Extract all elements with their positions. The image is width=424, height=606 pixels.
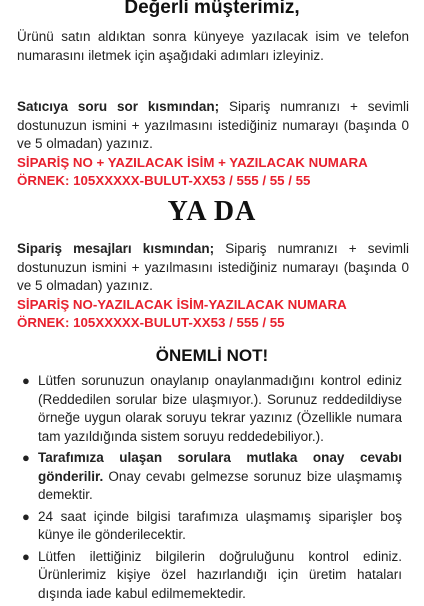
option2-format: SİPARİŞ NO-YAZILACAK İSİM-YAZILACAK NUMARA (17, 296, 347, 312)
intro-paragraph: Ürünü satın aldıktan sonra künyeye yazılacak isim ve telefon numarasını iletmek için aşağıdaki adımları izleyiniz. (17, 29, 409, 63)
note-text: Lütfen sorunuzun onaylanıp onaylanmadığını kontrol ediniz (Reddedilen sorular bize ulaşmıyor.). Sorunuz reddedildiyse örneğe uygun olarak soruyu tekrar yazınız (Özellikle numara tam yazıldığında sistem soruyu reddedebiliyor.). (38, 373, 402, 444)
bullet-icon: ● (22, 373, 30, 388)
note-text: Onay cevabı gelmezse sorunuz bize ulaşmamış demektir. (38, 468, 402, 502)
option2-example: ÖRNEK: 105XXXXX-BULUT-XX53 / 555 / 55 (17, 315, 285, 330)
option2-lead: Sipariş mesajları kısmından; (17, 241, 215, 256)
important-notes-list (22, 372, 402, 606)
note-text: Lütfen ilettiğiniz bilgilerin doğruluğunu kontrol ediniz. Ürünlerimiz kişiye özel hazırlandığı için üretim hataları dışında iade kabul edilmemektedir. (38, 548, 402, 601)
option1-text: Sipariş numranızı + sevimli dostunuzun ismini + yazılmasını istediğiniz numarayı (başında 0 ve 5 olmadan) yazınız. (17, 99, 409, 151)
option2-text: Sipariş numranızı + sevimli dostunuzun ismini + yazılmasını istediğiniz numarayı (başında 0 ve 5 olmadan) yazınız. (17, 241, 409, 293)
option1-example: ÖRNEK: 105XXXXX-BULUT-XX53 / 555 / 55 / 55 (17, 173, 311, 188)
bullet-icon: ● (22, 508, 30, 524)
note-item (22, 372, 402, 446)
bullet-icon: ● (22, 450, 30, 465)
greeting-title: Değerli müşterimiz, (124, 0, 300, 18)
note-item (22, 508, 402, 545)
note-item (22, 449, 402, 505)
note-text: 24 saat içinde bilgisi tarafımıza ulaşmamış siparişler boş künye ile gönderilecektir. (38, 508, 402, 542)
note-item (22, 548, 402, 604)
option1-format: SİPARİŞ NO + YAZILACAK İSİM + YAZILACAK NUMARA (17, 154, 368, 170)
option2-block (17, 240, 409, 333)
option1-lead: Satıcıya soru sor kısmından; (17, 99, 220, 114)
or-divider: YA DA (167, 196, 257, 227)
option1-block (17, 98, 409, 191)
note-bold: Tarafımıza ulaşan sorulara mutlaka onay cevabı gönderilir. (38, 450, 402, 484)
important-note-title: ÖNEMLİ NOT! (155, 346, 269, 365)
bullet-icon: ● (22, 548, 30, 564)
